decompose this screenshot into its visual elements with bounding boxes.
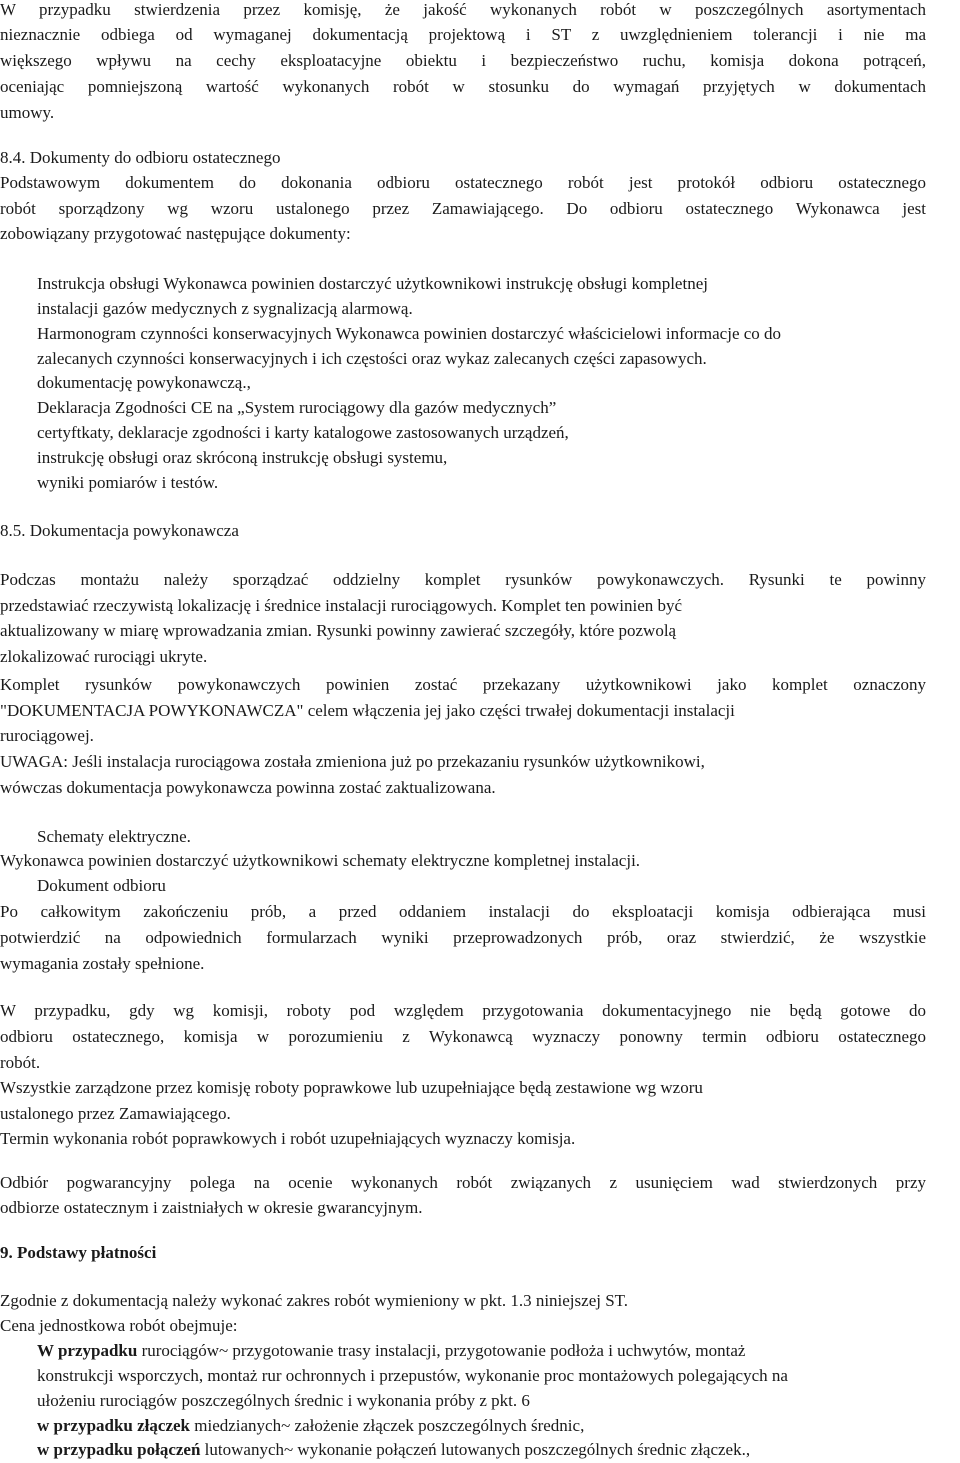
subheading: Dokument odbioru xyxy=(37,876,166,895)
paragraph-line: Cena jednostkowa robót obejmuje: xyxy=(0,1316,238,1335)
paragraph-line: aktualizowany w miarę wprowadzania zmian. Rysunki powinny zawierać szczegóły, które pozwolą xyxy=(0,621,677,640)
price-item-text: rurociągów~ przygotowanie trasy instalacji, przygotowanie podłoża i uchwytów, montaż xyxy=(137,1341,746,1360)
paragraph-line: robót. xyxy=(0,1053,41,1072)
paragraph-line: odbioru ostatecznego, komisja w porozumieniu z Wykonawcą wyznaczy ponowny termin odbioru ostatecznego xyxy=(0,1027,926,1046)
paragraph-line: W przypadku, gdy wg komisji, roboty pod względem przygotowania dokumentacyjnego nie będą gotowe do xyxy=(0,1001,926,1020)
list-item: dokumentację powykonawczą., xyxy=(37,373,251,392)
price-item-lead: w przypadku połączeń xyxy=(37,1440,201,1459)
list-item: instrukcję obsługi oraz skróconą instrukcję obsługi systemu, xyxy=(37,448,448,467)
price-item-lead: W przypadku xyxy=(37,1341,138,1360)
list-item: wyniki pomiarów i testów. xyxy=(37,473,219,492)
paragraph-line: W przypadku stwierdzenia przez komisję, że jakość wykonanych robót w poszczególnych asortymentach xyxy=(0,0,926,19)
paragraph-line: wymagania zostały spełnione. xyxy=(0,954,205,973)
paragraph-line: UWAGA: Jeśli instalacja rurociągowa została zmieniona już po przekazaniu rysunków użytkownikowi, xyxy=(0,752,705,771)
price-item-text: miedzianych~ założenie złączek poszczególnych średnic, xyxy=(190,1416,585,1435)
section-heading-8-5: 8.5. Dokumentacja powykonawcza xyxy=(0,521,239,540)
paragraph-line: większego wpływu na cechy eksploatacyjne obiektu i bezpieczeństwo ruchu, komisja dokona potrąceń, xyxy=(0,51,926,70)
paragraph-line: zlokalizować rurociągi ukryte. xyxy=(0,647,208,666)
price-item-continuation: konstrukcji wsporczych, montaż rur ochronnych i przepustów, wykonanie proc montażowych polegających na xyxy=(37,1366,788,1385)
price-item-lead: w przypadku złączek xyxy=(37,1416,190,1435)
subheading: Schematy elektryczne. xyxy=(37,827,191,846)
price-item xyxy=(37,1440,750,1460)
paragraph-line: Odbiór pogwarancyjny polega na ocenie wykonanych robót związanych z usunięciem wad stwierdzonych przy xyxy=(0,1173,926,1192)
paragraph-line: Podstawowym dokumentem do dokonania odbioru ostatecznego robót jest protokół odbioru ostatecznego xyxy=(0,173,926,192)
paragraph-line: Po całkowitym zakończeniu prób, a przed oddaniem instalacji do eksploatacji komisja odbierająca musi xyxy=(0,902,926,921)
paragraph-line: oceniając pomniejszoną wartość wykonanych robót w stosunku do wymagań przyjętych w dokumentach xyxy=(0,77,926,96)
list-item-continuation: zalecanych czynności konserwacyjnych i ich częstości oraz wykaz zalecanych części zapasowych. xyxy=(37,349,707,368)
section-heading-8-4: 8.4. Dokumenty do odbioru ostatecznego xyxy=(0,148,281,167)
list-item: Instrukcja obsługi Wykonawca powinien dostarczyć użytkownikowi instrukcję obsługi kompletnej xyxy=(37,274,708,293)
paragraph-line: ustalonego przez Zamawiającego. xyxy=(0,1104,231,1123)
price-item xyxy=(37,1416,584,1436)
paragraph-line: wówczas dokumentacja powykonawcza powinna zostać zaktualizowana. xyxy=(0,778,496,797)
paragraph-line: przedstawiać rzeczywistą lokalizację i średnice instalacji rurociągowych. Komplet ten powinien być xyxy=(0,596,683,615)
paragraph-line: Termin wykonania robót poprawkowych i robót uzupełniających wyznaczy komisja. xyxy=(0,1129,576,1148)
paragraph-line: Podczas montażu należy sporządzać oddzielny komplet rysunków powykonawczych. Rysunki te powinny xyxy=(0,570,926,589)
paragraph-line: "DOKUMENTACJA POWYKONAWCZA" celem włączenia jej jako części trwałej dokumentacji instalacji xyxy=(0,701,735,720)
list-item: Deklaracja Zgodności CE na „System rurociągowy dla gazów medycznych” xyxy=(37,398,557,417)
paragraph-line: odbiorze ostatecznym i zaistniałych w okresie gwarancyjnym. xyxy=(0,1198,423,1217)
paragraph-line: potwierdzić na odpowiednich formularzach wyniki przeprowadzonych prób, oraz stwierdzić, że wszystkie xyxy=(0,928,926,947)
paragraph-line: Wszystkie zarządzone przez komisję roboty poprawkowe lub uzupełniające będą zestawione wg wzoru xyxy=(0,1078,703,1097)
list-item-continuation: instalacji gazów medycznych z sygnalizacją alarmową. xyxy=(37,299,413,318)
paragraph-line: robót sporządzony wg wzoru ustalonego przez Zamawiającego. Do odbioru ostatecznego Wykonawca jest xyxy=(0,199,926,218)
paragraph-line: Zgodnie z dokumentacją należy wykonać zakres robót wymieniony w pkt. 1.3 niniejszej ST. xyxy=(0,1291,629,1310)
paragraph-line: umowy. xyxy=(0,103,55,122)
section-heading-9: 9. Podstawy płatności xyxy=(0,1243,157,1262)
price-item-text: lutowanych~ wykonanie połączeń lutowanych poszczególnych średnic złączek., xyxy=(200,1440,751,1459)
paragraph-line: Wykonawca powinien dostarczyć użytkownikowi schematy elektryczne kompletnej instalacji. xyxy=(0,851,641,870)
price-item-continuation: ułożeniu rurociągów poszczególnych średnic i wykonania próby z pkt. 6 xyxy=(37,1391,530,1410)
paragraph-line: Komplet rysunków powykonawczych powinien zostać przekazany użytkownikowi jako komplet oznaczony xyxy=(0,675,926,694)
list-item: certyftkaty, deklaracje zgodności i karty katalogowe zastosowanych urządzeń, xyxy=(37,423,569,442)
paragraph-line: rurociągowej. xyxy=(0,726,94,745)
paragraph-line: zobowiązany przygotować następujące dokumenty: xyxy=(0,224,351,243)
price-item xyxy=(37,1341,745,1361)
paragraph-line: nieznacznie odbiega od wymaganej dokumentacją projektową i ST z uwzględnieniem tolerancji i nie ma xyxy=(0,25,926,44)
list-item: Harmonogram czynności konserwacyjnych Wykonawca powinien dostarczyć właścicielowi informacje co do xyxy=(37,324,782,343)
